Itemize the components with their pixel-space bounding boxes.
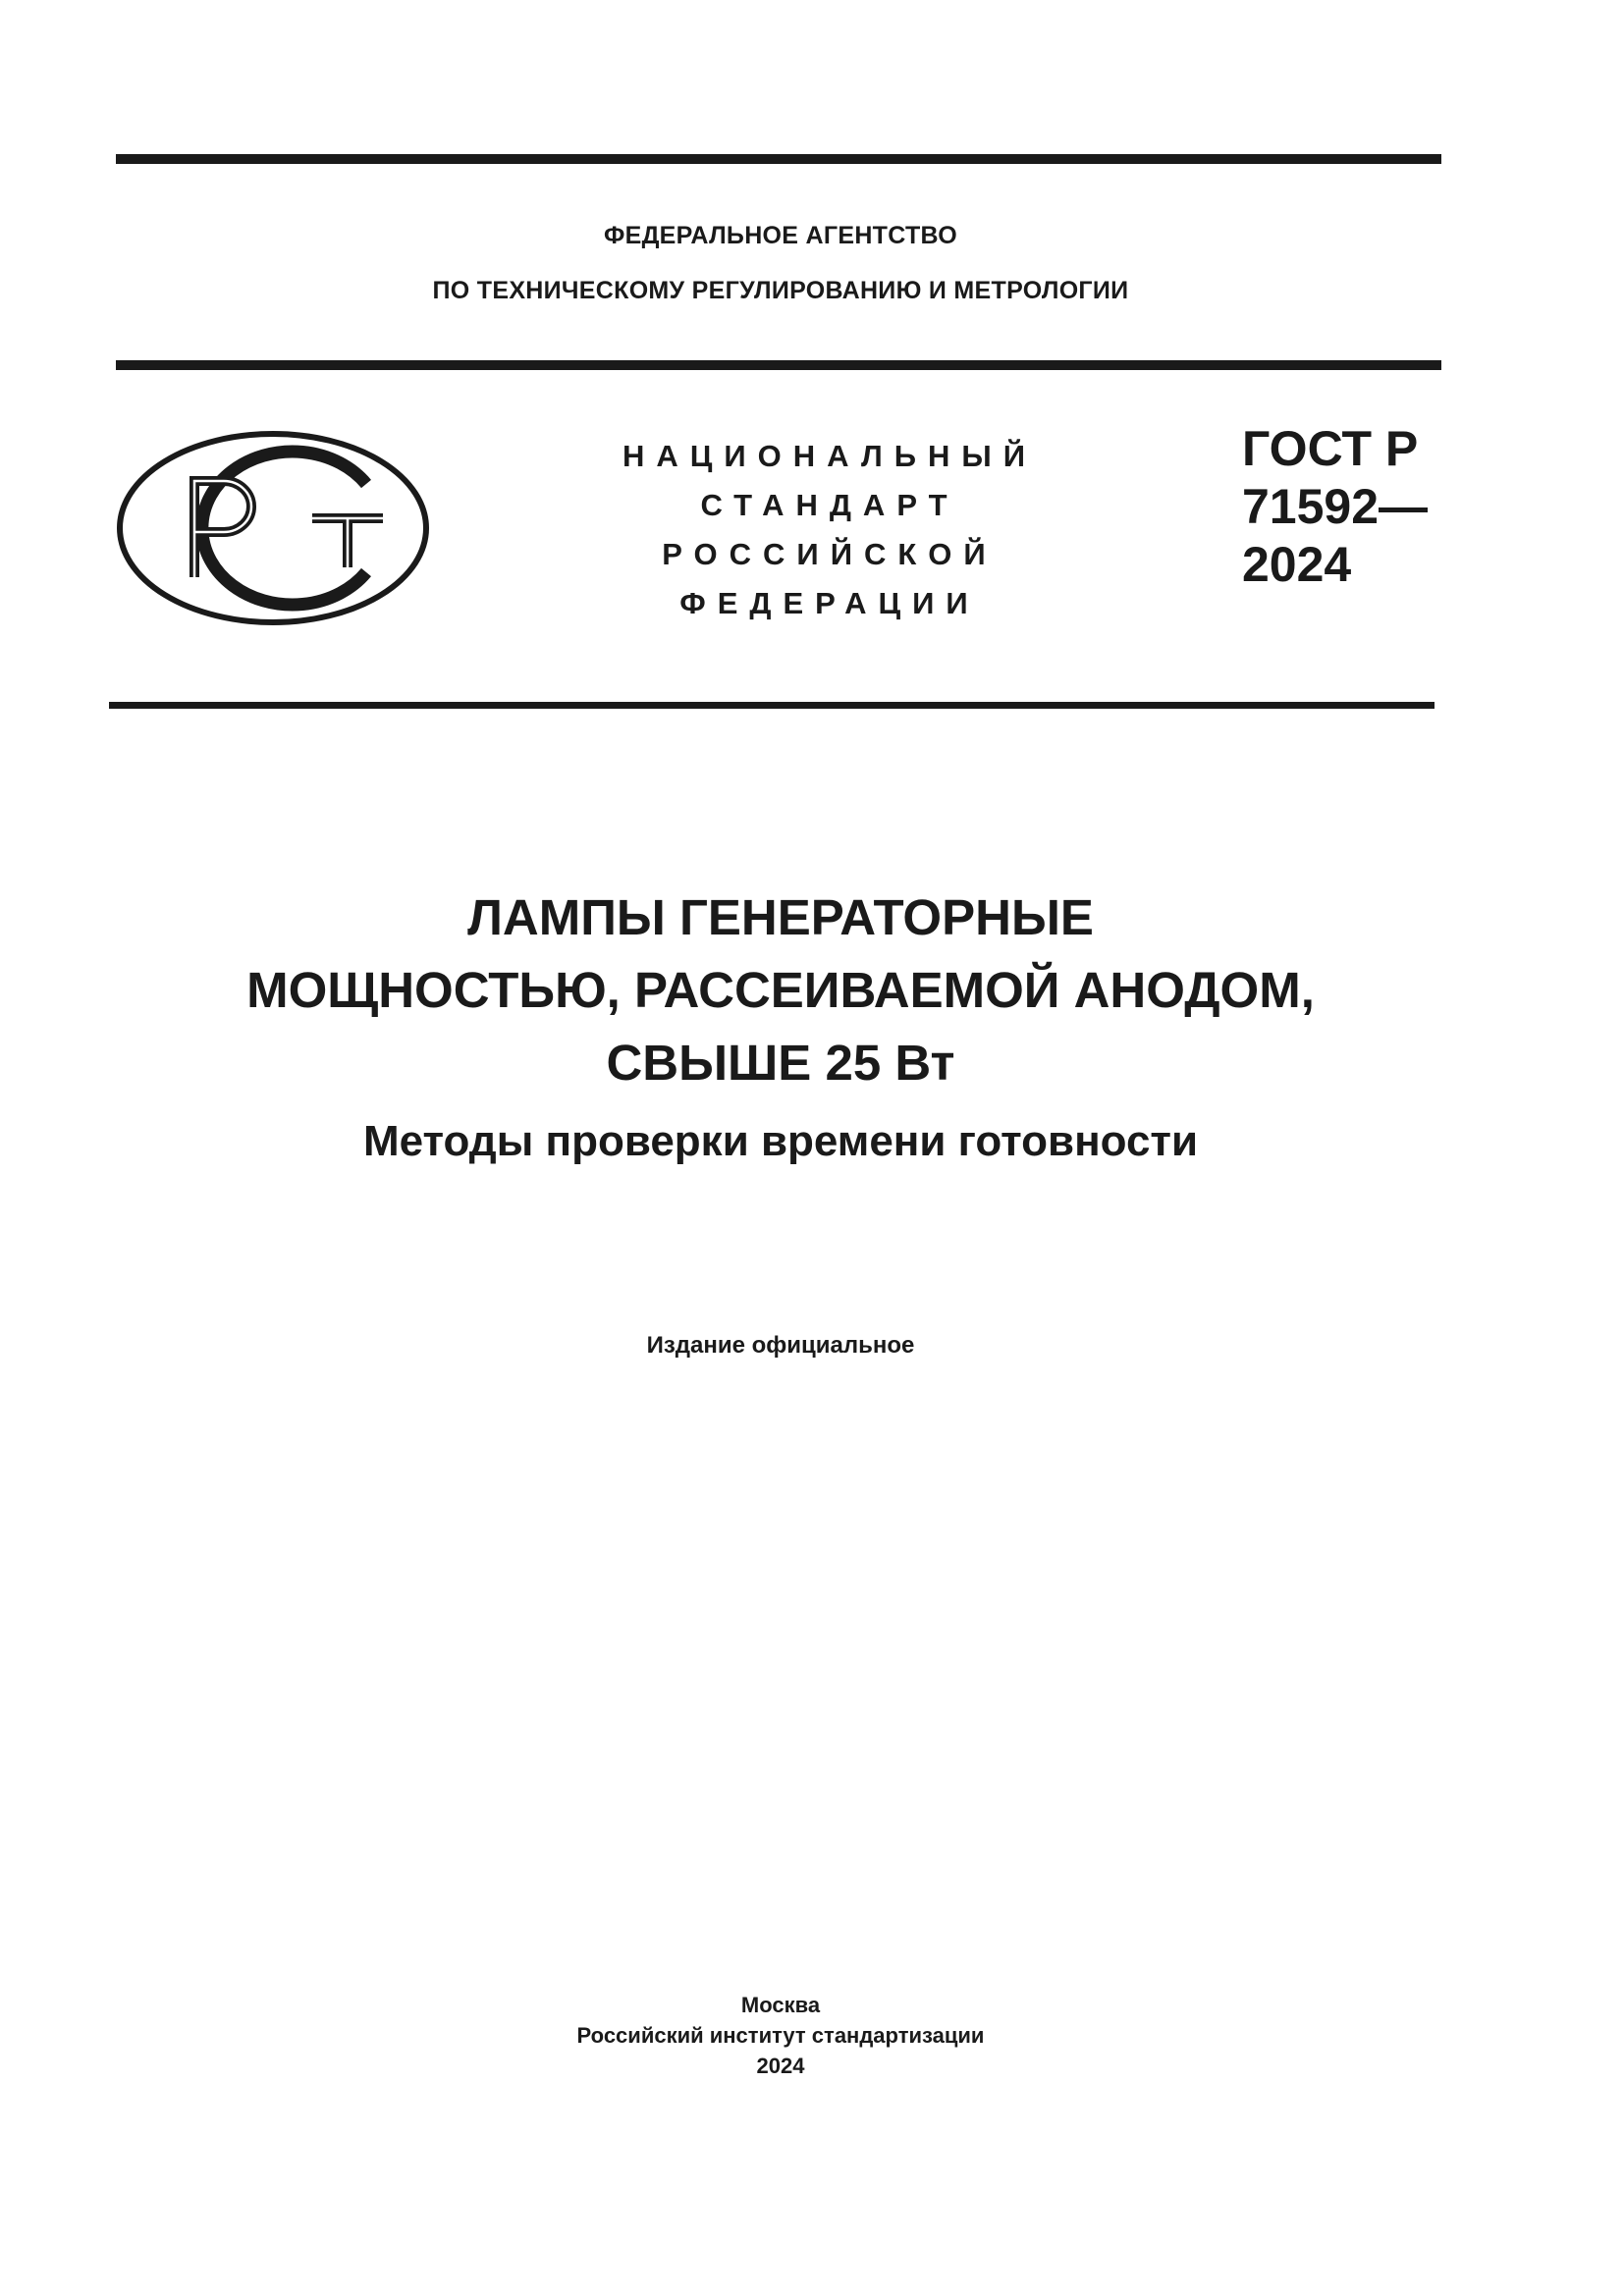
standard-designation	[1242, 420, 1428, 594]
title-line-2: МОЩНОСТЬЮ, РАССЕИВАЕМОЙ АНОДОМ,	[246, 962, 1315, 1018]
bottom-divider	[109, 702, 1435, 709]
national-standard-line-3: РОССИЙСКОЙ	[662, 537, 998, 571]
agency-name-line-2: ПО ТЕХНИЧЕСКОМУ РЕГУЛИРОВАНИЮ И МЕТРОЛОГИИ	[432, 277, 1129, 304]
middle-divider	[116, 360, 1441, 370]
designation-line-3: 2024	[1242, 537, 1352, 592]
top-divider	[116, 154, 1441, 164]
agency-name-line-1: ФЕДЕРАЛЬНОЕ АГЕНТСТВО	[603, 222, 958, 249]
imprint	[0, 1990, 1561, 2081]
designation-line-1: ГОСТ Р	[1242, 421, 1419, 476]
document-title	[0, 881, 1561, 1099]
document-subtitle: Методы проверки времени готовности	[362, 1117, 1199, 1165]
imprint-year: 2024	[756, 2054, 805, 2078]
national-standard-line-1: НАЦИОНАЛЬНЫЙ	[622, 439, 1038, 473]
national-standard-line-2: СТАНДАРТ	[700, 488, 959, 522]
national-standard-line-4: ФЕДЕРАЦИИ	[679, 586, 980, 620]
imprint-publisher: Российский институт стандартизации	[576, 2023, 985, 2048]
title-line-1: ЛАМПЫ ГЕНЕРАТОРНЫЕ	[467, 889, 1094, 945]
designation-line-2: 71592—	[1242, 479, 1429, 534]
rst-certification-mark-icon	[116, 430, 430, 626]
imprint-city: Москва	[740, 1993, 821, 2017]
title-line-3: СВЫШЕ 25 Вт	[606, 1035, 955, 1091]
edition-note: Издание официальное	[646, 1332, 915, 1359]
national-standard-heading	[565, 432, 1095, 628]
